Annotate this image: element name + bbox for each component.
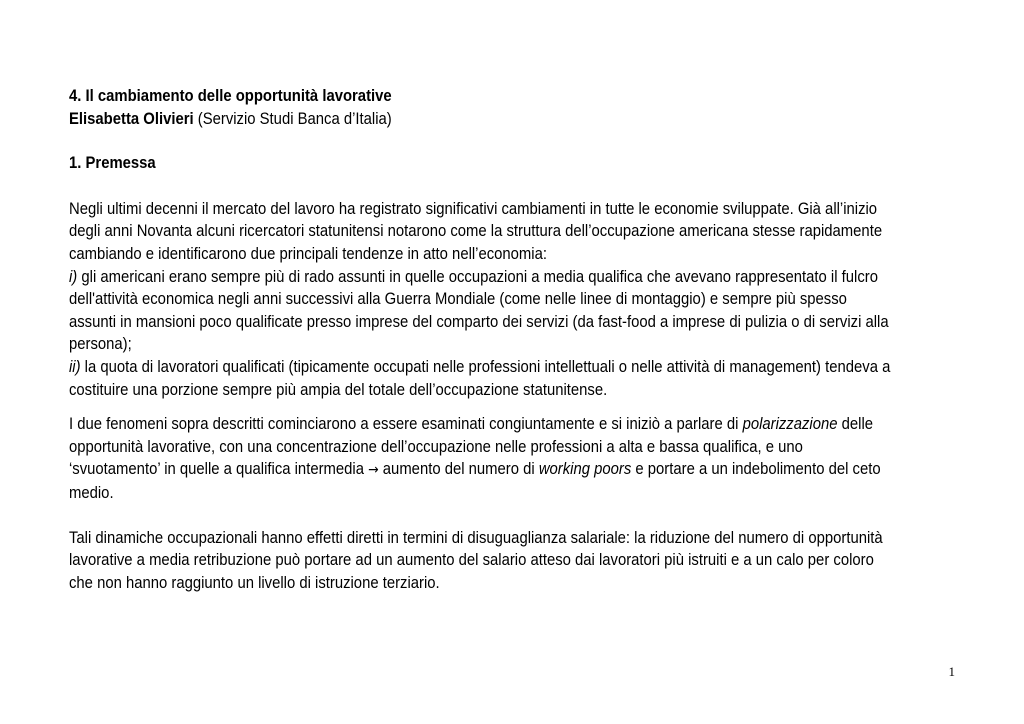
paragraph-line: persona); [69,335,132,354]
emphasis-working-poors: working poors [538,460,632,479]
paragraph-line: opportunità lavorative, con una concentrazione dell’occupazione nelle professioni a alta e bassa qualifica, e uno [69,437,803,456]
paragraph-line: degli anni Novanta alcuni ricercatori statunitensi notarono come la struttura dell’occupazione americana stesse rapidamente [69,222,883,241]
paragraph-line: costituire una porzione sempre più ampia del totale dell’occupazione statunitense. [69,380,608,399]
paragraph-polarization [69,413,969,504]
emphasis-polarizzazione: polarizzazione [742,415,838,434]
paragraph-line: Tali dinamiche occupazionali hanno effetti diretti in termini di disuguaglianza salariale: la riduzione del numero di opportunità [69,528,883,547]
author-line [69,108,969,131]
page-number: 1 [948,664,955,679]
list-marker: i) [69,267,78,286]
paragraph-intro [69,198,969,401]
author-affiliation: (Servizio Studi Banca d’Italia) [193,109,392,128]
list-marker: ii) [69,357,81,376]
text-run: ‘svuotamento’ in quelle a qualifica intermedia [69,460,369,479]
paragraph-line [69,458,969,482]
paragraph-wage-inequality [69,527,969,595]
text-run: delle [837,415,874,434]
paragraph-line: Negli ultimi decenni il mercato del lavoro ha registrato significativi cambiamenti in tutte le economie sviluppate. Già all’inizio [69,199,878,218]
paragraph-line: cambiando e identificarono due principali tendenze in atto nell’economia: [69,244,547,263]
section-title: 1. Premessa [69,154,156,173]
text-run: e portare a un indebolimento del ceto [631,460,881,479]
paragraph-line: medio. [69,483,114,502]
paragraph-line: assunti in mansioni poco qualificate presso imprese del comparto dei servizi (da fast-food a imprese di pulizia o di servizi alla [69,312,889,331]
text-run: aumento del numero di [378,460,539,479]
list-item-i [69,266,969,289]
author-name: Elisabetta Olivieri [69,109,194,128]
document-page [69,85,969,594]
list-item-ii [69,356,969,379]
paragraph-line: dell'attività economica negli anni successivi alla Guerra Mondiale (come nelle linee di montaggio) e sempre più spesso [69,290,847,309]
chapter-title: 4. Il cambiamento delle opportunità lavorative [69,87,392,105]
list-item-text: gli americani erano sempre più di rado assunti in quelle occupazioni a media qualifica che avevano rappresentato il fulcro [77,267,878,286]
arrow-right-icon: → [368,462,379,479]
paragraph-line [69,413,969,436]
text-run: I due fenomeni sopra descritti cominciarono a essere esaminati congiuntamente e si iniziò a parlare di [69,415,743,434]
list-item-text: la quota di lavoratori qualificati (tipicamente occupati nelle professioni intellettuali o nelle attività di management) tendeva a [80,357,891,376]
paragraph-line: lavorative a media retribuzione può portare ad un aumento del salario atteso dai lavoratori più istruiti e a un calo per coloro [69,551,874,570]
paragraph-line: che non hanno raggiunto un livello di istruzione terziario. [69,573,440,592]
